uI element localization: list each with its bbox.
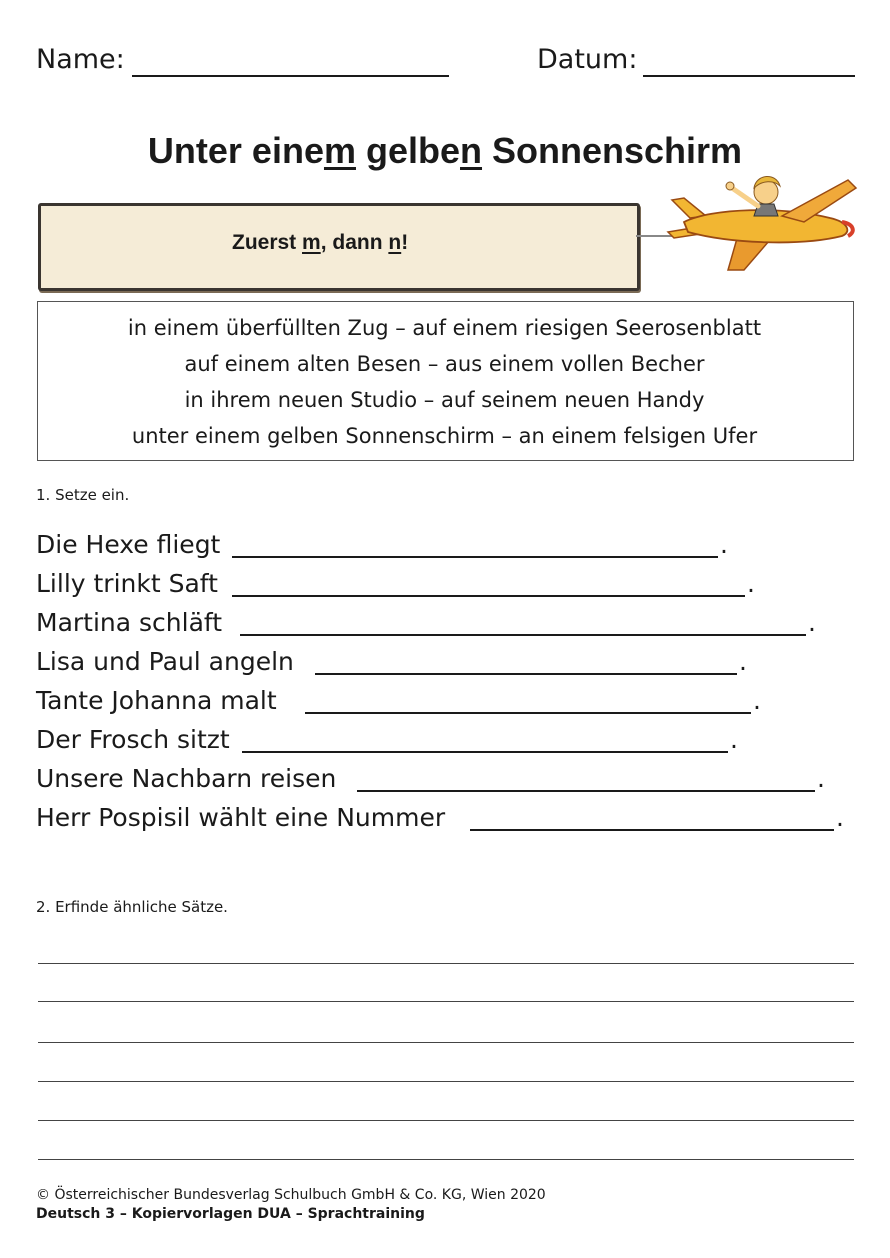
task-2-instruction: 2. Erfinde ähnliche Sätze. — [36, 898, 228, 916]
sentence: Martina schläft — [36, 608, 223, 637]
sentence-period: . — [720, 530, 728, 559]
writing-line[interactable] — [38, 1120, 854, 1121]
sentence: Unsere Nachbarn reisen — [36, 764, 337, 793]
name-label: Name: — [36, 44, 125, 75]
task-1-instruction: 1. Setze ein. — [36, 486, 130, 504]
answer-blank[interactable] — [315, 673, 737, 675]
date-label: Datum: — [537, 44, 638, 75]
sentence-period: . — [730, 725, 738, 754]
series-title: Deutsch 3 – Kopiervorlagen DUA – Sprachtraining — [36, 1206, 425, 1222]
phrase-line: in ihrem neuen Studio – auf seinem neuen Handy — [184, 388, 705, 412]
writing-line[interactable] — [38, 1042, 854, 1043]
writing-line[interactable] — [38, 963, 854, 964]
sentence-period: . — [836, 803, 844, 832]
sentence: Die Hexe fliegt — [36, 530, 221, 559]
sentence: Lisa und Paul angeln — [36, 647, 294, 676]
sentence-period: . — [739, 647, 747, 676]
answer-blank[interactable] — [357, 790, 815, 792]
copyright-notice: © Österreichischer Bundesverlag Schulbuch GmbH & Co. KG, Wien 2020 — [36, 1187, 546, 1203]
hint-banner-text: Zuerst m, dann n! — [232, 231, 409, 254]
answer-blank[interactable] — [470, 829, 834, 831]
sentence-period: . — [753, 686, 761, 715]
phrase-line: unter einem gelben Sonnenschirm – an einem felsigen Ufer — [131, 424, 758, 448]
sentence: Der Frosch sitzt — [36, 725, 230, 754]
phrase-line: in einem überfüllten Zug – auf einem riesigen Seerosenblatt — [127, 316, 762, 340]
sentence: Tante Johanna malt — [36, 686, 277, 715]
answer-blank[interactable] — [232, 595, 745, 597]
sentence-period: . — [808, 608, 816, 637]
airplane-pilot-icon — [662, 166, 858, 278]
writing-line[interactable] — [38, 1001, 854, 1002]
page-title: Unter einem gelben Sonnenschirm — [147, 130, 743, 171]
sentence: Herr Pospisil wählt eine Nummer — [36, 803, 446, 832]
name-field-line[interactable] — [132, 75, 449, 77]
answer-blank[interactable] — [240, 634, 806, 636]
sentence: Lilly trinkt Saft — [36, 569, 218, 598]
writing-line[interactable] — [38, 1159, 854, 1160]
answer-blank[interactable] — [242, 751, 728, 753]
date-field-line[interactable] — [643, 75, 855, 77]
writing-line[interactable] — [38, 1081, 854, 1082]
answer-blank[interactable] — [232, 556, 718, 558]
sentence-period: . — [817, 764, 825, 793]
phrase-line: auf einem alten Besen – aus einem vollen Becher — [184, 352, 705, 376]
answer-blank[interactable] — [305, 712, 751, 714]
sentence-period: . — [747, 569, 755, 598]
